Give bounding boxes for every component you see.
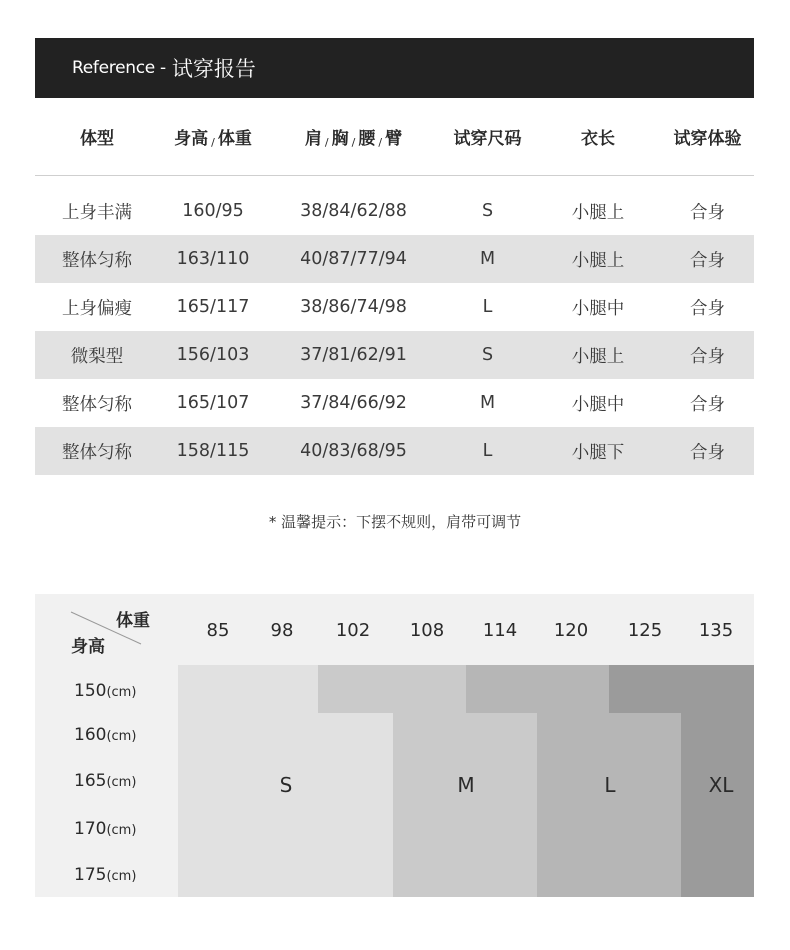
size-chart: [35, 594, 754, 897]
table-row: [35, 283, 754, 331]
weight-label: 114: [482, 620, 518, 641]
fit-report-table: [35, 98, 754, 475]
fit-table-body: [35, 187, 754, 475]
height-value: 165: [74, 771, 107, 791]
weight-label: 108: [409, 620, 445, 641]
weight-label: 125: [627, 620, 663, 641]
size-region-s: [178, 665, 318, 897]
size-region-l: [537, 713, 681, 897]
height-unit: (cm): [106, 729, 137, 744]
cell-body-type: 微梨型: [70, 346, 124, 367]
weight-label: 135: [698, 620, 734, 641]
separator: /: [324, 136, 329, 149]
cell-body-type: 整体匀称: [62, 394, 132, 415]
cell-size: S: [481, 201, 494, 221]
col-weight-label: 体重: [217, 129, 252, 149]
table-row: [35, 427, 754, 475]
table-row: [35, 331, 754, 379]
col-height-label: 身高: [174, 129, 209, 149]
tip-note: * 温馨提示：下摆不规则，肩带可调节: [268, 513, 522, 531]
col-length: 衣长: [581, 129, 615, 149]
cell-size: L: [482, 441, 493, 461]
cell-height-weight: 158/115: [176, 441, 250, 461]
size-region-l: [466, 665, 609, 713]
cell-body-type: 上身偏瘦: [62, 298, 132, 319]
size-region-s: [318, 713, 393, 897]
cell-measurements: 37/84/66/92: [300, 393, 407, 413]
separator: /: [211, 136, 215, 149]
size-label-m: M: [457, 773, 475, 797]
height-unit: (cm): [106, 775, 137, 790]
col-body-type: 体型: [80, 129, 114, 149]
chart-corner-header: [35, 594, 178, 665]
col-size: 试穿尺码: [453, 129, 522, 149]
size-region-m: [393, 713, 537, 897]
header-chinese-title: 试穿报告: [171, 57, 256, 81]
height-value: 170: [74, 819, 107, 839]
height-label: [74, 865, 136, 885]
cell-length: 小腿中: [571, 394, 625, 415]
header-english-title: Reference -: [72, 58, 166, 78]
cell-height-weight: 156/103: [176, 345, 250, 365]
corner-weight-label: 体重: [116, 611, 150, 631]
col-chest-label: 胸: [331, 129, 349, 149]
cell-length: 小腿中: [571, 298, 625, 319]
cell-measurements: 40/87/77/94: [300, 249, 407, 269]
cell-body-type: 整体匀称: [62, 250, 132, 271]
size-region-xl: [681, 713, 754, 897]
corner-height-label: 身高: [71, 637, 105, 657]
size-label-s: S: [279, 773, 293, 797]
cell-fit: 合身: [690, 394, 725, 415]
cell-fit: 合身: [690, 250, 725, 271]
cell-size: S: [481, 345, 494, 365]
fit-table-header: [35, 98, 754, 176]
cell-height-weight: 160/95: [182, 201, 244, 221]
cell-fit: 合身: [690, 346, 725, 367]
cell-size: M: [479, 249, 496, 269]
cell-height-weight: 165/117: [176, 297, 250, 317]
height-unit: (cm): [106, 685, 137, 700]
col-arm-label: 臂: [385, 129, 403, 149]
cell-body-type: 整体匀称: [62, 442, 132, 463]
cell-fit: 合身: [690, 202, 725, 223]
table-row: [35, 187, 754, 235]
col-measurements: [267, 124, 440, 149]
cell-length: 小腿上: [571, 346, 625, 367]
diagonal-divider-icon: [35, 594, 178, 665]
col-shoulder-label: 肩: [304, 129, 322, 149]
cell-length: 小腿上: [571, 202, 625, 223]
table-row: [35, 235, 754, 283]
cell-measurements: 38/84/62/88: [300, 201, 407, 221]
size-region-xl: [609, 665, 754, 713]
cell-height-weight: 163/110: [176, 249, 250, 269]
height-value: 175: [74, 865, 107, 885]
cell-measurements: 38/86/74/98: [300, 297, 407, 317]
size-region-m: [318, 665, 466, 713]
cell-body-type: 上身丰满: [62, 202, 132, 223]
cell-length: 小腿上: [571, 250, 625, 271]
separator: /: [351, 136, 356, 149]
cell-size: M: [479, 393, 496, 413]
col-waist-label: 腰: [358, 129, 376, 149]
weight-label: 102: [335, 620, 371, 641]
height-unit: (cm): [106, 823, 137, 838]
weight-label: 85: [206, 620, 230, 641]
cell-fit: 合身: [690, 442, 725, 463]
table-row: [35, 379, 754, 427]
height-unit: (cm): [106, 869, 137, 884]
size-label-l: L: [604, 773, 616, 797]
cell-size: L: [482, 297, 493, 317]
col-experience: 试穿体验: [673, 129, 742, 149]
cell-measurements: 37/81/62/91: [300, 345, 407, 365]
height-value: 150: [74, 681, 107, 701]
cell-measurements: 40/83/68/95: [300, 441, 407, 461]
separator: /: [378, 136, 383, 149]
cell-length: 小腿下: [571, 442, 625, 463]
height-label: [74, 681, 136, 701]
col-height-weight: [159, 124, 267, 149]
report-header: [35, 38, 754, 98]
cell-fit: 合身: [690, 298, 725, 319]
height-label: [74, 819, 136, 839]
height-label: [74, 725, 136, 745]
cell-height-weight: 165/107: [176, 393, 250, 413]
weight-label: 98: [270, 620, 294, 641]
height-label: [74, 771, 136, 791]
height-value: 160: [74, 725, 107, 745]
size-label-xl: XL: [708, 773, 734, 797]
weight-label: 120: [553, 620, 589, 641]
